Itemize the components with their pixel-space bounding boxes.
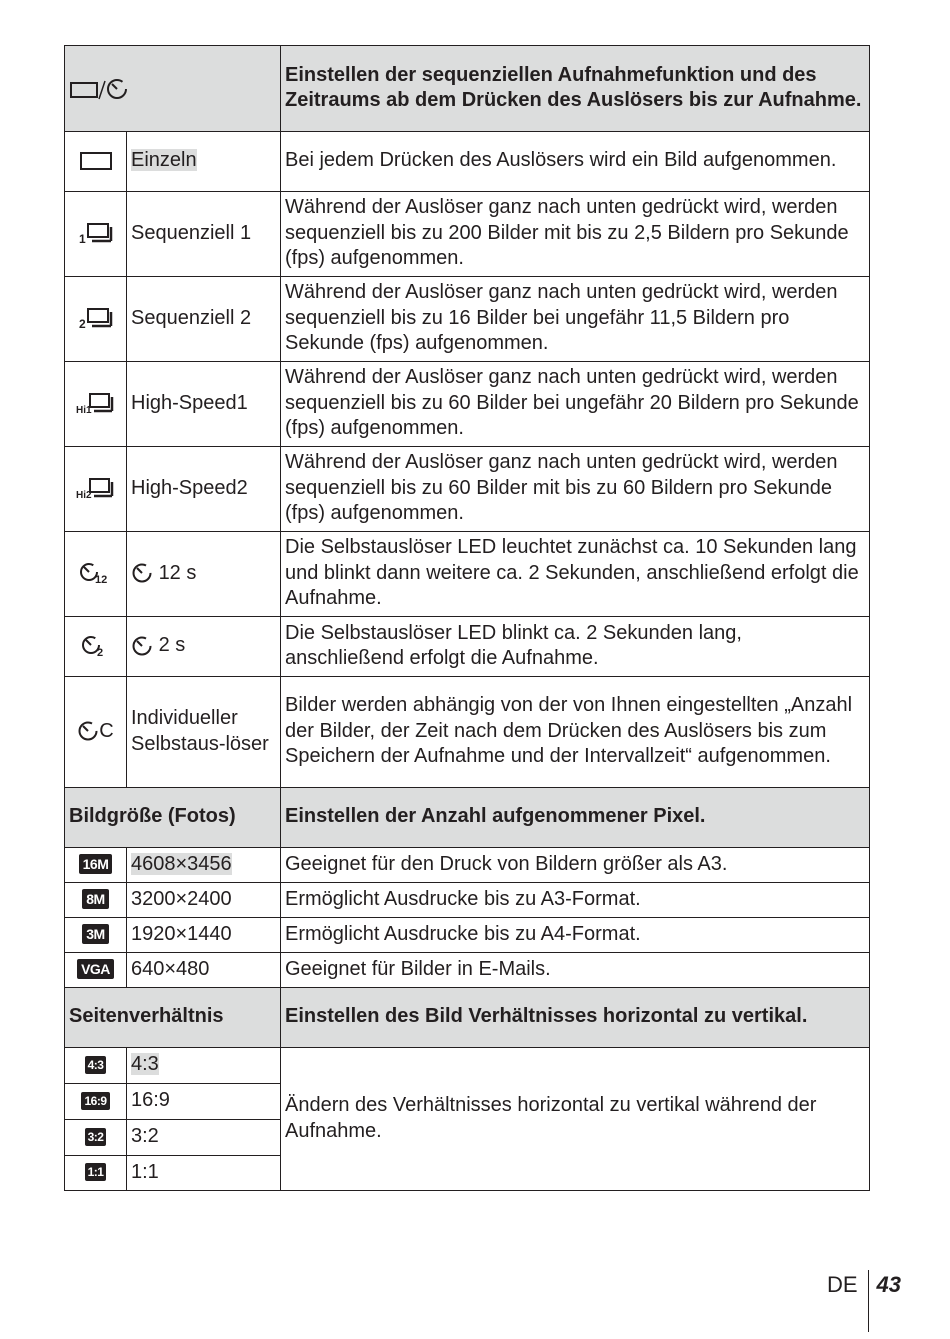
- option-description: Ermöglicht Ausdrucke bis zu A4-Format.: [281, 918, 870, 953]
- table-row: [65, 447, 870, 532]
- drive-header-text: Einstellen der sequenziellen Aufnahmefunktion und des Zeitraums ab dem Drücken des Auslösers bis zur Aufnahme.: [281, 46, 870, 132]
- option-description: Während der Auslöser ganz nach unten gedrückt wird, werden sequenziell bis zu 60 Bilder mit bis zu 60 Bildern pro Sekunde (fps) aufgenommen.: [281, 447, 870, 532]
- table-row: [65, 132, 870, 192]
- image-size-16m-icon: 16M: [65, 848, 127, 883]
- option-description: Bilder werden abhängig von der von Ihnen eingestellten „Anzahl der Bilder, der Zeit nach dem Drücken des Auslösers bis zum Speichern der Aufnahme und der Intervallzeit“ aufgenommen.: [281, 677, 870, 788]
- image-size-header-text: Einstellen der Anzahl aufgenommener Pixel.: [281, 788, 870, 848]
- image-size-8m-icon: 8M: [65, 883, 127, 918]
- sequential-number: 2: [78, 317, 86, 332]
- aspect-description: Ändern des Verhältnisses horizontal zu vertikal während der Aufnahme.: [281, 1048, 870, 1191]
- option-label: High-Speed1: [127, 362, 281, 447]
- drive-mode-selftimer-icon: [65, 46, 281, 132]
- high-speed-number: Hi2: [75, 490, 92, 502]
- table-row: [65, 362, 870, 447]
- option-label: 2 s: [127, 617, 281, 677]
- image-size-title: Bildgröße (Fotos): [65, 788, 281, 848]
- option-label: High-Speed2: [127, 447, 281, 532]
- option-label: 16:9: [127, 1084, 281, 1120]
- single-shot-icon: [65, 132, 127, 192]
- option-label: Sequenziell 1: [127, 192, 281, 277]
- table-row: [65, 918, 870, 953]
- high-speed-2-icon: [65, 447, 127, 532]
- option-label: Individueller Selbstaus-löser: [127, 677, 281, 788]
- option-description: Während der Auslöser ganz nach unten gedrückt wird, werden sequenziell bis zu 60 Bilder bei ungefähr 20 Bildern pro Sekunde (fps) aufgenommen.: [281, 362, 870, 447]
- option-label: 640×480: [127, 953, 281, 988]
- drive-header-row: [65, 46, 870, 132]
- option-label: 4608×3456: [127, 848, 281, 883]
- option-label: 4:3: [127, 1048, 281, 1084]
- option-description: Die Selbstauslöser LED leuchtet zunächst ca. 10 Sekunden lang und blinkt dann weitere ca. 2 Sekunden, anschließend erfolgt die Aufnahme.: [281, 532, 870, 617]
- language-code: DE: [826, 1272, 858, 1297]
- sequential-2-icon: [65, 277, 127, 362]
- self-timer-number: 2: [96, 646, 103, 659]
- aspect-3-2-icon: 3:2: [65, 1120, 127, 1156]
- option-label: Einzeln: [127, 132, 281, 192]
- option-description: Die Selbstauslöser LED blinkt ca. 2 Sekunden lang, anschließend erfolgt die Aufnahme.: [281, 617, 870, 677]
- option-description: Während der Auslöser ganz nach unten gedrückt wird, werden sequenziell bis zu 16 Bilder bei ungefähr 11,5 Bildern pro Sekunde (fps) aufgenommen.: [281, 277, 870, 362]
- aspect-header-row: [65, 988, 870, 1048]
- option-label: 12 s: [127, 532, 281, 617]
- table-row: [65, 848, 870, 883]
- option-label: 3200×2400: [127, 883, 281, 918]
- high-speed-1-icon: [65, 362, 127, 447]
- sequential-1-icon: [65, 192, 127, 277]
- self-timer-12s-icon: [65, 532, 127, 617]
- custom-self-timer-icon: [65, 677, 127, 788]
- high-speed-number: Hi1: [75, 405, 92, 417]
- aspect-1-1-icon: 1:1: [65, 1156, 127, 1191]
- settings-table: [64, 45, 870, 1191]
- option-description: Ermöglicht Ausdrucke bis zu A3-Format.: [281, 883, 870, 918]
- aspect-title: Seitenverhältnis: [65, 988, 281, 1048]
- option-description: Während der Auslöser ganz nach unten gedrückt wird, werden sequenziell bis zu 200 Bilder mit bis zu 2,5 Bildern pro Sekunde (fps) aufgenommen.: [281, 192, 870, 277]
- option-label: Sequenziell 2: [127, 277, 281, 362]
- self-timer-number: 12: [94, 574, 107, 587]
- table-row: [65, 677, 870, 788]
- page-footer: [827, 1270, 901, 1332]
- self-timer-icon: [131, 562, 153, 584]
- option-description: Geeignet für den Druck von Bildern größer als A3.: [281, 848, 870, 883]
- custom-self-timer-letter: C: [99, 719, 114, 742]
- table-row: [65, 953, 870, 988]
- table-row: [65, 617, 870, 677]
- image-size-header-row: [65, 788, 870, 848]
- aspect-header-text: Einstellen des Bild Verhältnisses horizontal zu vertikal.: [281, 988, 870, 1048]
- aspect-4-3-icon: 4:3: [65, 1048, 127, 1084]
- option-label: 3:2: [127, 1120, 281, 1156]
- sequential-number: 1: [78, 232, 86, 247]
- option-label: 1:1: [127, 1156, 281, 1191]
- self-timer-2s-icon: [65, 617, 127, 677]
- self-timer-icon: [131, 635, 153, 657]
- image-size-3m-icon: 3M: [65, 918, 127, 953]
- option-description: Geeignet für Bilder in E-Mails.: [281, 953, 870, 988]
- option-description: Bei jedem Drücken des Auslösers wird ein Bild aufgenommen.: [281, 132, 870, 192]
- table-row: [65, 277, 870, 362]
- table-row: [65, 1048, 870, 1084]
- table-row: [65, 883, 870, 918]
- page-number: 43: [876, 1272, 901, 1297]
- option-label: 1920×1440: [127, 918, 281, 953]
- image-size-vga-icon: VGA: [65, 953, 127, 988]
- table-row: [65, 192, 870, 277]
- table-row: [65, 532, 870, 617]
- aspect-16-9-icon: 16:9: [65, 1084, 127, 1120]
